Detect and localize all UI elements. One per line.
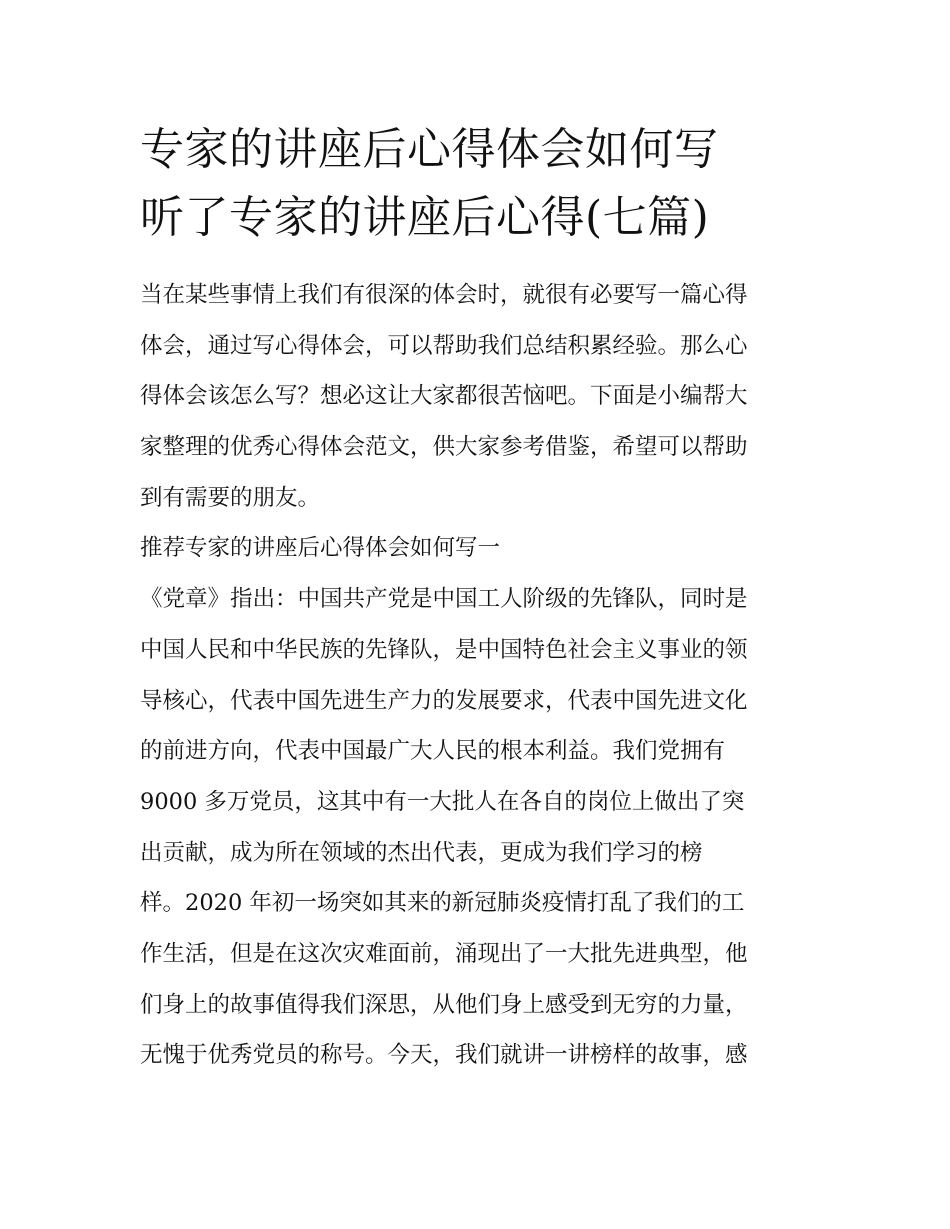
body-line: 中国人民和中华民族的先锋队，是中国特色社会主义事业的领	[140, 636, 748, 663]
body-line: 得体会该怎么写？想必这让大家都很苦恼吧。下面是小编帮大	[140, 383, 748, 410]
body-line: 的前进方向，代表中国最广大人民的根本利益。我们党拥有	[140, 738, 726, 765]
body-line: 体会，通过写心得体会，可以帮助我们总结积累经验。那么心	[140, 332, 748, 359]
body-line: 无愧于优秀党员的称号。今天，我们就讲一讲榜样的故事，感	[140, 1042, 748, 1069]
title-line-1: 专家的讲座后心得体会如何写	[140, 124, 719, 175]
document-body	[140, 270, 815, 1081]
body-line: 9000 多万党员，这其中有一大批人在各自的岗位上做出了突	[140, 788, 745, 815]
body-line: 导核心，代表中国先进生产力的发展要求，代表中国先进文化	[140, 687, 748, 714]
document-content	[140, 116, 815, 1081]
body-line: 们身上的故事值得我们深思，从他们身上感受到无穷的力量，	[140, 991, 748, 1018]
body-line: 到有需要的朋友。	[140, 484, 321, 511]
body-line: 当在某些事情上我们有很深的体会时，就很有必要写一篇心得	[140, 282, 748, 308]
body-line: 样。2020 年初一场突如其来的新冠肺炎疫情打乱了我们的工	[140, 890, 745, 917]
body-line: 《党章》指出：中国共产党是中国工人阶级的先锋队，同时是	[140, 586, 748, 613]
document-title	[140, 116, 815, 252]
body-line: 出贡献，成为所在领域的杰出代表，更成为我们学习的榜	[140, 839, 703, 866]
title-line-2: 听了专家的讲座后心得(七篇)	[140, 192, 710, 243]
body-line: 作生活，但是在这次灾难面前，涌现出了一大批先进典型，他	[140, 940, 748, 967]
body-line: 家整理的优秀心得体会范文，供大家参考借鉴，希望可以帮助	[140, 434, 748, 461]
section-heading: 推荐专家的讲座后心得体会如何写一	[140, 535, 501, 562]
